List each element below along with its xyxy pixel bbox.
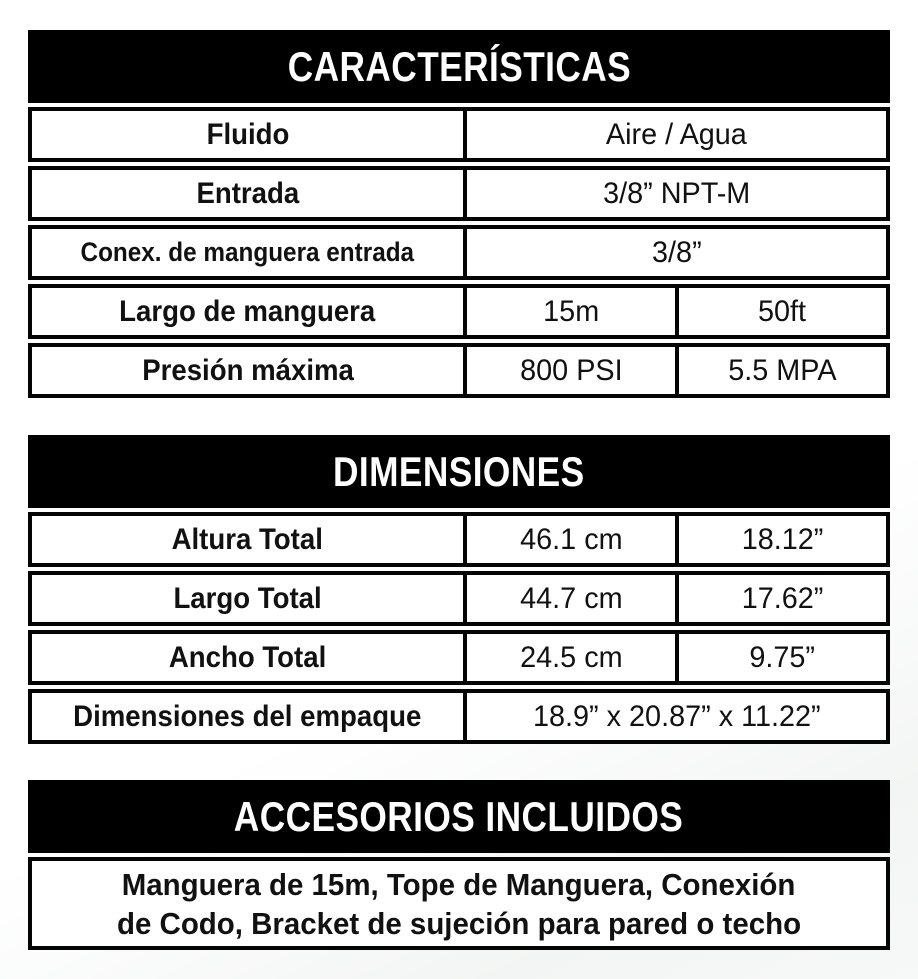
- row-label-cell: [32, 575, 463, 622]
- row-label-cell: [32, 111, 463, 158]
- row-label: Presión máxima: [141, 353, 354, 387]
- row-label: Entrada: [196, 176, 300, 210]
- row-value-imperial-cell: [675, 288, 886, 335]
- row-value-cell: [463, 693, 886, 740]
- row-value-cell: [463, 111, 886, 158]
- row-value: Aire / Agua: [606, 117, 748, 151]
- row-label: Largo Total: [173, 581, 322, 615]
- dimensiones-header: [28, 435, 890, 508]
- row-label-cell: [32, 288, 463, 335]
- row-label-cell: [32, 347, 463, 394]
- table-row-fluido: [28, 107, 890, 162]
- row-value-imperial: 50ft: [758, 294, 807, 328]
- table-row-conexion-manguera: [28, 225, 890, 280]
- table-row-largo-manguera: [28, 284, 890, 339]
- section-title: CARACTERÍSTICAS: [287, 42, 631, 90]
- row-label: Largo de manguera: [119, 294, 376, 328]
- row-value-cell: [463, 229, 886, 276]
- accesorios-line-1: Manguera de 15m, Tope de Manguera, Conexión: [122, 866, 796, 902]
- row-label: Conex. de manguera entrada: [80, 237, 415, 267]
- row-value: 3/8” NPT-M: [603, 176, 751, 210]
- accesorios-table: [28, 780, 890, 950]
- table-row-largo-total: [28, 571, 890, 626]
- accesorios-content: [28, 857, 890, 950]
- row-value-metric-cell: [463, 634, 674, 681]
- row-value-imperial: 9.75”: [749, 640, 816, 674]
- section-title: DIMENSIONES: [333, 447, 585, 495]
- row-value-imperial-cell: [675, 634, 886, 681]
- accesorios-line-2: de Codo, Bracket de sujeción para pared o techo: [116, 905, 802, 941]
- row-value-metric-cell: [463, 288, 674, 335]
- row-label: Altura Total: [171, 522, 324, 556]
- row-value-imperial-cell: [675, 575, 886, 622]
- row-value-metric: 46.1 cm: [519, 522, 623, 556]
- row-value-psi: 800 PSI: [519, 353, 623, 387]
- table-row-presion-maxima: [28, 343, 890, 398]
- table-row-ancho-total: [28, 630, 890, 685]
- row-value-mpa-cell: [675, 347, 886, 394]
- row-value-metric: 24.5 cm: [519, 640, 623, 674]
- row-value-imperial: 17.62”: [741, 581, 824, 615]
- row-value-metric: 15m: [542, 294, 599, 328]
- table-row-dimensiones-empaque: [28, 689, 890, 744]
- row-value-metric-cell: [463, 516, 674, 563]
- row-value: 3/8”: [651, 235, 702, 269]
- row-label-cell: [32, 229, 463, 276]
- row-value-imperial: 18.12”: [741, 522, 824, 556]
- row-value-cell: [463, 170, 886, 217]
- row-label: Ancho Total: [168, 640, 327, 674]
- row-value-metric: 44.7 cm: [519, 581, 623, 615]
- accesorios-header: [28, 780, 890, 853]
- table-row-entrada: [28, 166, 890, 221]
- row-label-cell: [32, 634, 463, 681]
- row-label-cell: [32, 516, 463, 563]
- row-label: Dimensiones del empaque: [73, 699, 422, 733]
- section-title: ACCESORIOS INCLUIDOS: [234, 792, 684, 840]
- dimensiones-table: [28, 435, 890, 744]
- row-value-imperial-cell: [675, 516, 886, 563]
- row-value-metric-cell: [463, 575, 674, 622]
- row-value-psi-cell: [463, 347, 674, 394]
- row-label-cell: [32, 693, 463, 740]
- table-row-altura-total: [28, 512, 890, 567]
- row-label-cell: [32, 170, 463, 217]
- row-value: 18.9” x 20.87” x 11.22”: [532, 699, 821, 733]
- caracteristicas-header: [28, 30, 890, 103]
- row-value-mpa: 5.5 MPA: [728, 353, 837, 387]
- caracteristicas-table: [28, 30, 890, 398]
- row-label: Fluido: [206, 117, 290, 151]
